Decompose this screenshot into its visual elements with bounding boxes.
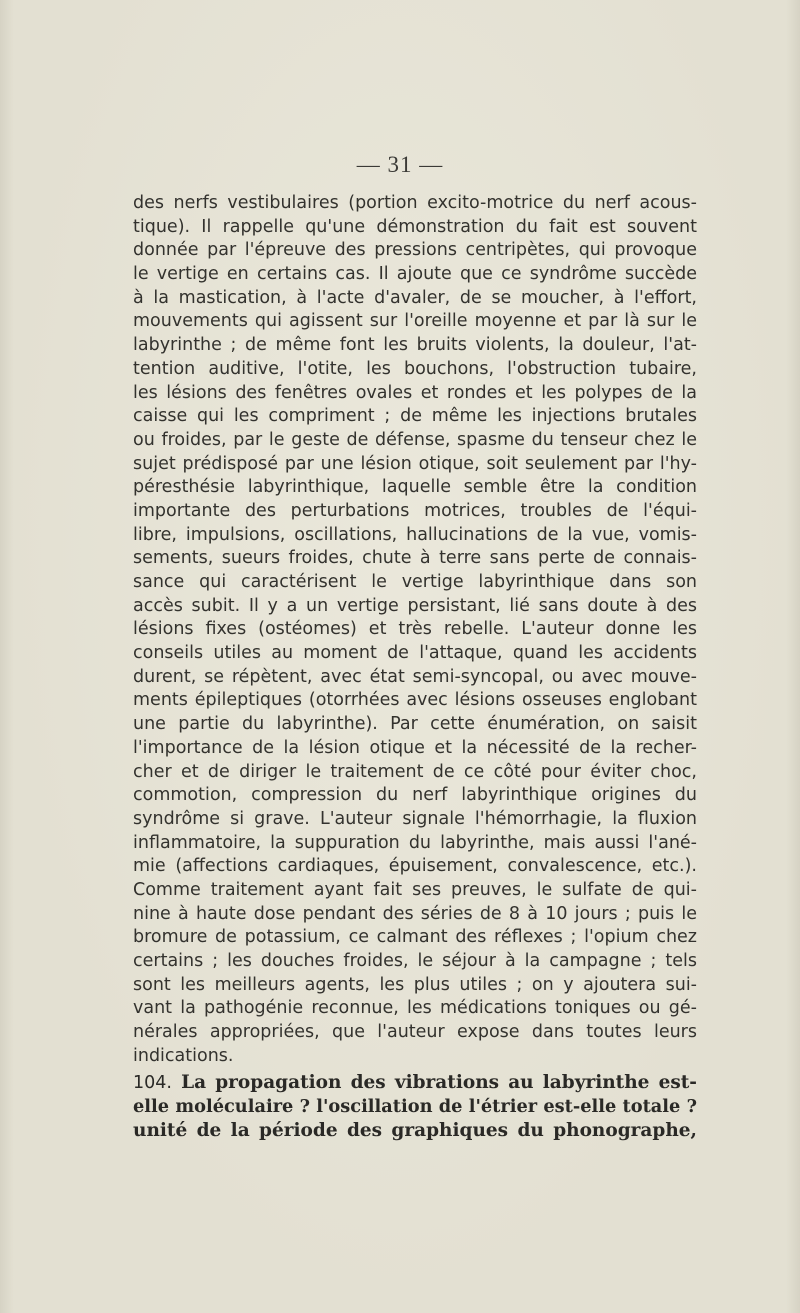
section-number: 104. xyxy=(133,1073,172,1094)
text-line: vant la pathogénie reconnue, les médications toniques ou gé- xyxy=(133,998,697,1019)
text-line: inflammatoire, la suppuration du labyrinthe, mais aussi l'ané- xyxy=(133,832,697,853)
text-line: conseils utiles au moment de l'attaque, quand les accidents xyxy=(133,643,697,664)
section-heading-text: La propagation des vibrations au labyrinthe est- xyxy=(181,1072,697,1094)
text-line: nérales appropriées, que l'auteur expose dans toutes leurs xyxy=(133,1022,697,1043)
text-line: l'importance de la lésion otique et la nécessité de la recher- xyxy=(133,737,697,758)
text-line: tique). Il rappelle qu'une démonstration du fait est souvent xyxy=(133,216,697,237)
section-heading xyxy=(133,1071,697,1142)
text-line: labyrinthe ; de même font les bruits violents, la douleur, l'at- xyxy=(133,335,697,356)
text-line: sont les meilleurs agents, les plus utiles ; on y ajoutera sui- xyxy=(133,974,697,995)
text-line: commotion, compression du nerf labyrinthique origines du xyxy=(133,785,697,806)
text-line: donnée par l'épreuve des pressions centripètes, qui provoque xyxy=(133,240,697,261)
text-line: ments épileptiques (otorrhées avec lésions osseuses englobant xyxy=(133,690,697,711)
section-heading-line: elle moléculaire ? l'oscillation de l'étrier est-elle totale ? xyxy=(133,1096,697,1118)
text-line: importante des perturbations motrices, troubles de l'équi- xyxy=(133,500,697,521)
text-line: durent, se répètent, avec état semi-syncopal, ou avec mouve- xyxy=(133,666,697,687)
text-line: certains ; les douches froides, le séjour à la campagne ; tels xyxy=(133,951,697,971)
text-line: des nerfs vestibulaires (portion excito-motrice du nerf acous- xyxy=(133,193,697,213)
text-line: indications. xyxy=(133,1045,234,1066)
text-line: sance qui caractérisent le vertige labyrinthique dans son xyxy=(133,572,697,592)
text-line: ou froides, par le geste de défense, spasme du tenseur chez le xyxy=(133,429,697,450)
text-line: les lésions des fenêtres ovales et rondes et les polypes de la xyxy=(133,382,697,403)
body-text xyxy=(133,192,697,1143)
text-line: une partie du labyrinthe). Par cette énumération, on saisit xyxy=(133,714,697,735)
text-line: mie (affections cardiaques, épuisement, convalescence, etc.). xyxy=(133,856,697,877)
text-line: accès subit. Il y a un vertige persistant, lié sans doute à des xyxy=(133,595,697,616)
text-line: sujet prédisposé par une lésion otique, soit seulement par l'hy- xyxy=(133,453,697,474)
text-line: sements, sueurs froides, chute à terre sans perte de connais- xyxy=(133,548,697,569)
text-line: tention auditive, l'otite, les bouchons, l'obstruction tubaire, xyxy=(133,358,697,379)
text-line: Comme traitement ayant fait ses preuves, le sulfate de qui- xyxy=(133,879,697,900)
text-line: syndrôme si grave. L'auteur signale l'hémorrhagie, la fluxion xyxy=(133,808,697,829)
text-line: le vertige en certains cas. Il ajoute que ce syndrôme succède xyxy=(133,264,697,285)
text-line: libre, impulsions, oscillations, hallucinations de la vue, vomis- xyxy=(133,524,697,545)
text-line: nine à haute dose pendant des séries de 8 à 10 jours ; puis le xyxy=(133,903,697,924)
text-line: péresthésie labyrinthique, laquelle semble être la condition xyxy=(133,477,697,498)
section-heading-line: unité de la période des graphiques du phonographe, xyxy=(133,1119,697,1141)
text-line: à la mastication, à l'acte d'avaler, de se moucher, à l'effort, xyxy=(133,287,697,308)
text-line: bromure de potassium, ce calmant des réflexes ; l'opium chez xyxy=(133,927,697,948)
text-line: cher et de diriger le traitement de ce côté pour éviter choc, xyxy=(133,761,697,782)
text-line: caisse qui les compriment ; de même les injections brutales xyxy=(133,406,697,427)
section-heading-line xyxy=(133,1071,697,1095)
page-number: — 31 — xyxy=(356,152,444,177)
text-line: lésions fixes (ostéomes) et très rebelle. L'auteur donne les xyxy=(133,619,697,640)
text-line: mouvements qui agissent sur l'oreille moyenne et par là sur le xyxy=(133,311,697,332)
